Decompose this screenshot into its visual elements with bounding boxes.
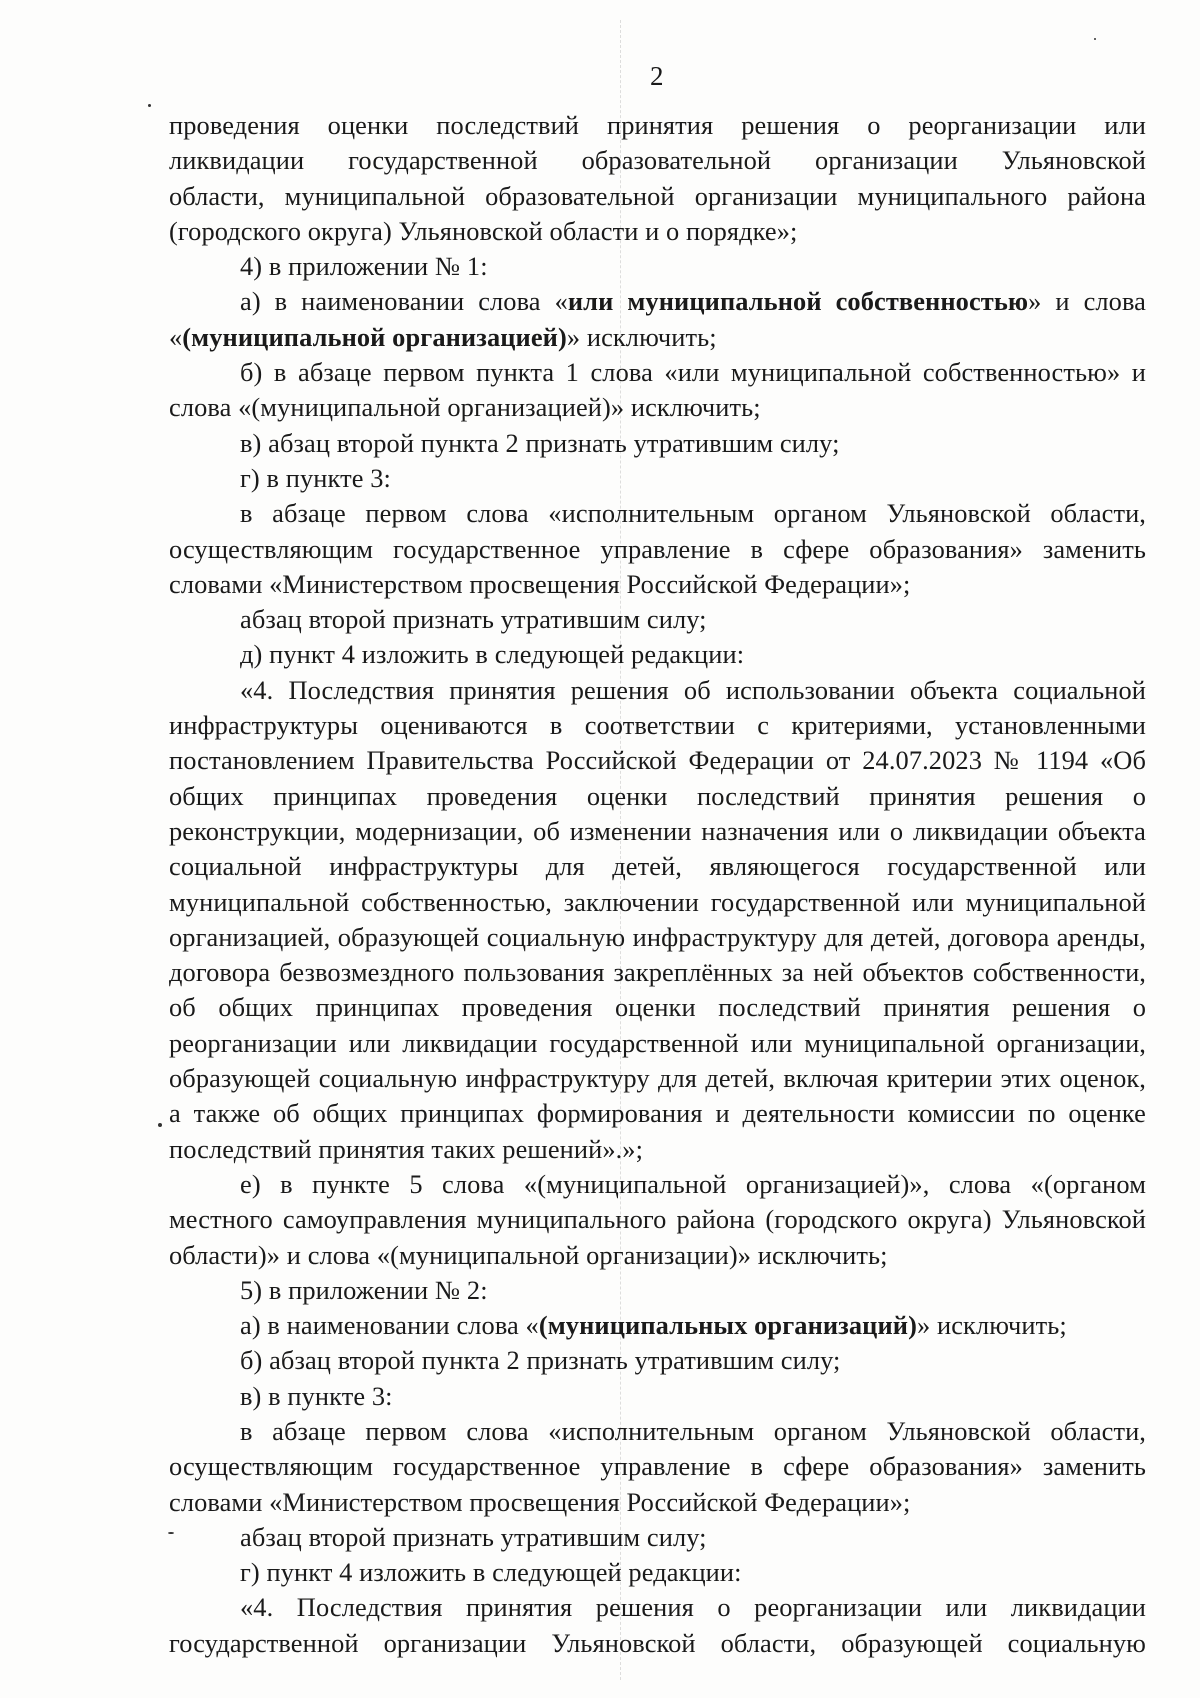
text-segment: абзац второй признать утратившим силу;	[240, 1521, 707, 1552]
paragraph	[169, 1308, 1146, 1343]
paragraph	[169, 1379, 1146, 1414]
paragraph	[169, 602, 1146, 637]
text-segment: проведения оценки последствий принятия решения о реорганизации или	[169, 110, 1146, 140]
text-segment: г) в пункте 3:	[240, 462, 391, 493]
text-segment: » исключить;	[917, 1310, 1067, 1341]
text-segment: е) в пункте 5 слова «(муниципальной организацией)», слова «(органом местного самоуправления муниципального района (городского округа) Ульяновской области)» и слова «(муниципальной организации)» исключить;	[169, 1168, 1146, 1270]
bold-text-segment: (муниципальной организацией)	[182, 321, 567, 352]
text-segment: ликвидации государственной образовательной организации Ульяновской	[169, 145, 1146, 176]
text-segment: д) пункт 4 изложить в следующей редакции:	[240, 639, 745, 670]
paragraph	[169, 1414, 1146, 1520]
paragraph	[169, 179, 1146, 214]
paragraph	[169, 461, 1146, 496]
paragraph	[169, 1555, 1146, 1590]
text-segment: г) пункт 4 изложить в следующей редакции:	[240, 1557, 742, 1588]
text-segment: в) в пункте 3:	[240, 1380, 393, 1411]
paragraph	[169, 1273, 1146, 1308]
text-segment: в абзаце первом слова «исполнительным органом Ульяновской области, осуществляющим государственное управление в сфере образования» заменить словами «Министерством просвещения Российской Федерации»;	[169, 1415, 1146, 1517]
text-segment: а) в наименовании слова «	[240, 1310, 539, 1341]
text-segment: абзац второй признать утратившим силу;	[240, 604, 707, 635]
paragraph	[169, 214, 1146, 249]
page-number: 2	[650, 61, 664, 91]
text-segment: а) в наименовании слова «	[240, 286, 568, 317]
paragraph	[169, 284, 1146, 355]
bold-text-segment: (муниципальных организаций)	[538, 1310, 917, 1341]
text-segment: б) абзац второй пункта 2 признать утратившим силу;	[240, 1345, 841, 1376]
scan-speck	[158, 1123, 162, 1127]
paragraph	[169, 108, 1146, 143]
bold-text-segment: или муниципальной собственностью	[567, 286, 1029, 317]
text-segment: в абзаце первом слова «исполнительным органом Ульяновской области, осуществляющим государственное управление в сфере образования» заменить словами «Министерством просвещения Российской Федерации»;	[169, 498, 1146, 599]
text-segment: «4. Последствия принятия решения об использовании объекта социальной инфраструктуры оцениваются в соответствии с критериями, установленными постановлением Правительства Российской Федерации от 24.07.2023 № 1194 «Об общих принципах проведения оценки последствий принятия решения о реконструкции, модернизации, об изменении назначения или о ликвидации объекта социальной инфраструктуры для детей, являющегося государственной или муниципальной собственностью, заключении государственной или муниципальной организацией, образующей социальную инфраструктуру для детей, договора аренды, договора безвозмездного пользования закреплённых за ней объектов собственности, об общих принципах проведения оценки последствий принятия решения о реорганизации или ликвидации государственной или муниципальной организации, образующей социальную инфраструктуру для детей, включая критерии этих оценок, а также об общих принципах формирования и деятельности комиссии по оценке последствий принятия таких решений».»;	[169, 674, 1146, 1164]
text-segment: «4. Последствия принятия решения о реорганизации или ликвидации государственной организации Ульяновской области, образующей социальную	[169, 1592, 1146, 1658]
scan-speck	[1094, 38, 1096, 40]
paragraph	[169, 249, 1146, 284]
paragraph	[169, 1343, 1146, 1378]
paragraph	[169, 143, 1146, 178]
paragraph	[169, 1167, 1146, 1273]
paragraph	[169, 426, 1146, 461]
paragraph	[169, 355, 1146, 426]
text-segment: б) в абзаце первом пункта 1 слова «или муниципальной собственностью» и слова «(муниципальной организацией)» исключить;	[169, 357, 1146, 423]
text-segment: 4) в приложении № 1:	[240, 251, 488, 282]
paragraph	[169, 1590, 1146, 1661]
text-segment: в) абзац второй пункта 2 признать утратившим силу;	[240, 427, 840, 458]
text-segment: области, муниципальной образовательной организации муниципального района	[169, 180, 1146, 211]
document-body	[169, 108, 1146, 1661]
text-segment: 5) в приложении № 2:	[240, 1274, 488, 1305]
scan-speck	[148, 104, 151, 107]
paragraph	[169, 1520, 1146, 1555]
text-segment: (городского округа) Ульяновской области и о порядке»;	[169, 215, 798, 246]
paragraph	[169, 496, 1146, 602]
text-segment: » и слова «	[169, 286, 1146, 352]
paragraph	[169, 673, 1146, 1167]
paragraph	[169, 637, 1146, 672]
text-segment: » исключить;	[566, 321, 717, 352]
